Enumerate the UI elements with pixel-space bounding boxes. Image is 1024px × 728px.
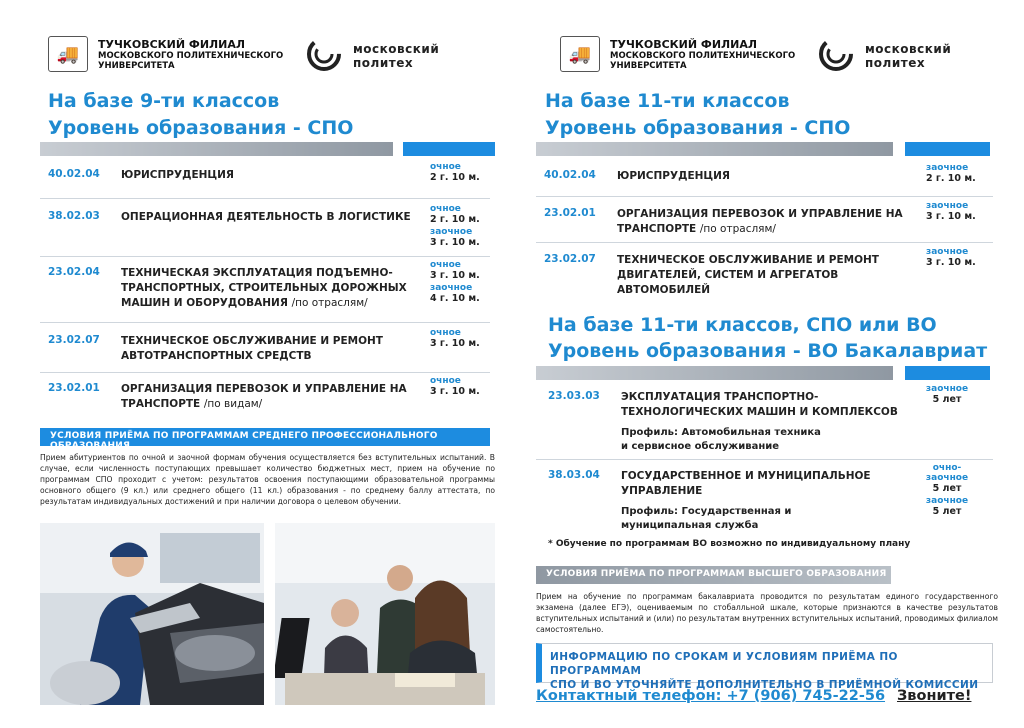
program-code: 23.02.07 [48,334,100,346]
study-duration: 3 г. 10 м. [430,270,480,281]
divider [40,372,490,373]
vo-conditions-text: Прием на обучение по программам бакалавриата проводится по результатам единого государственного экзамена (далее ЕГЭ), оцениваемым по стобалльной шкале, которые признаются в качестве результатов вступительных испытаний и (или) по результатам внутренних вступительных испытаний, проводимых филиалом самостоятельно. [536,592,998,634]
program-code: 40.02.04 [544,169,596,181]
program-name [617,253,922,298]
vo-conditions-title: УСЛОВИЯ ПРИЁМА ПО ПРОГРАММАМ ВЫСШЕГО ОБРАЗОВАНИЯ [536,566,891,584]
info-line1: ИНФОРМАЦИЮ ПО СРОКАМ И УСЛОВИЯМ ПРИЁМА ПО ПРОГРАММАМ [550,651,898,677]
program-name [621,469,901,533]
program-title: ЮРИСПРУДЕНЦИЯ [617,170,731,182]
study-form-type: очно-заочное [925,463,969,483]
politech-logo-icon [818,36,854,72]
info-line2: СПО И ВО УТОЧНЯЙТЕ ДОПОЛНИТЕЛЬНО В ПРИЁМНОЙ КОМИССИИ [550,679,979,691]
program-title: ТЕХНИЧЕСКОЕ ОБСЛУЖИВАНИЕ И РЕМОНТ ДВИГАТЕЛЕЙ, СИСТЕМ И АГРЕГАТОВ АВТОМОБИЛЕЙ [617,254,879,296]
study-forms [430,376,500,399]
study-form-type: заочное [430,283,473,293]
gray-bar [536,366,893,380]
study-duration: 3 г. 10 м. [430,338,480,349]
program-code: 23.02.01 [544,207,596,219]
program-title: ОРГАНИЗАЦИЯ ПЕРЕВОЗОК И УПРАВЛЕНИЕ НА ТРАНСПОРТЕ [121,383,407,410]
study-duration: 5 лет [932,506,962,517]
study-forms [926,163,996,186]
program-specialization: /по видам/ [203,398,263,410]
study-duration: 5 лет [932,483,962,494]
study-duration: 5 лет [932,394,962,405]
contact-phone-link[interactable]: Контактный телефон: +7 (906) 745-22-56 [536,688,886,704]
program-title: ОРГАНИЗАЦИЯ ПЕРЕВОЗОК И УПРАВЛЕНИЕ НА ТРАНСПОРТЕ [617,208,903,235]
program-code: 38.03.04 [548,469,600,481]
program-name [121,382,421,412]
politech-logo-icon [306,36,342,72]
branch-name [610,38,810,71]
program-code: 23.02.01 [48,382,100,394]
branch-line1: ТУЧКОВСКИЙ ФИЛИАЛ [98,38,246,51]
branch-line3: УНИВЕРСИТЕТА [610,61,687,71]
program-name [121,168,421,183]
divider [40,322,490,323]
gray-bar [40,142,393,156]
study-forms [912,384,982,407]
program-profile: Профиль: Государственная и муниципальная служба [621,506,792,531]
branch-line2: МОСКОВСКОГО ПОЛИТЕХНИЧЕСКОГО [610,51,796,61]
branch-emblem-icon: 🚚 [48,36,88,72]
study-duration: 2 г. 10 м. [430,214,480,225]
branch-name [98,38,298,71]
study-form-type: очное [430,162,461,172]
program-title: ТЕХНИЧЕСКОЕ ОБСЛУЖИВАНИЕ И РЕМОНТ АВТОТРАНСПОРТНЫХ СРЕДСТВ [121,335,383,362]
program-code: 40.02.04 [48,168,100,180]
info-text [542,644,992,692]
spo-conditions-text: Прием абитуриентов по очной и заочной формам обучения осуществляется без вступительных испытаний. В случае, если численность поступающих превышает количество бюджетных мест, прием на обучение по программам СПО проходит с учетом: результатов освоения поступающими образовательной программы основного общего (9 кл.) или среднего общего (11 кл.) образования - по среднему баллу аттестата, по результатам индивидуальных достижений и при наличии договора о целевом обучении. [40,453,495,506]
program-title: ЭКСПЛУАТАЦИЯ ТРАНСПОРТНО-ТЕХНОЛОГИЧЕСКИХ МАШИН И КОМПЛЕКСОВ [621,391,898,418]
study-forms [912,463,982,519]
left-title-1: На базе 9-ти классов [48,90,280,112]
study-forms [430,204,500,250]
program-code: 38.02.03 [48,210,100,222]
program-code: 23.02.04 [48,266,100,278]
divider [536,459,993,460]
study-forms [430,328,500,351]
divider [40,198,490,199]
right-title-1: На базе 11-ти классов [545,90,790,112]
call-label: Звоните! [897,688,972,704]
politech-line2: политех [865,56,926,70]
program-specialization: /по отраслям/ [291,297,368,309]
individual-plan-note: * Обучение по программам ВО возможно по индивидуальному плану [548,539,911,549]
program-name [121,210,421,225]
spo-conditions-title: УСЛОВИЯ ПРИЁМА ПО ПРОГРАММАМ СРЕДНЕГО ПРОФЕССИОНАЛЬНОГО ОБРАЗОВАНИЯ [40,428,490,446]
politech-line2: политех [353,56,414,70]
study-duration: 3 г. 10 м. [430,237,480,248]
study-form-type: заочное [925,384,969,394]
program-title: ОПЕРАЦИОННАЯ ДЕЯТЕЛЬНОСТЬ В ЛОГИСТИКЕ [121,211,411,223]
right-page [512,0,1024,728]
branch-line2: МОСКОВСКОГО ПОЛИТЕХНИЧЕСКОГО [98,51,284,61]
study-form-type: заочное [926,247,969,257]
study-forms [926,247,996,270]
study-form-type: очное [430,376,461,386]
program-profile: Профиль: Автомобильная техника и сервисное обслуживание [621,427,821,452]
students-photo [275,523,495,705]
program-name [617,169,922,184]
study-duration: 4 г. 10 м. [430,293,480,304]
study-forms [926,201,996,224]
right-title-4: Уровень образования - ВО Бакалавриат [548,340,988,362]
gray-bar [536,142,893,156]
blue-bar [905,142,990,156]
politech-name [353,42,439,70]
program-specialization: /по отраслям/ [699,223,776,235]
divider [536,196,993,197]
study-duration: 3 г. 10 м. [430,386,480,397]
study-forms [430,162,500,185]
study-form-type: заочное [925,496,969,506]
program-name [121,266,421,311]
study-duration: 3 г. 10 м. [926,211,976,222]
study-form-type: заочное [926,201,969,211]
program-name [121,334,421,364]
blue-bar [905,366,990,380]
right-title-2: Уровень образования - СПО [545,117,851,139]
politech-line1: московский [353,42,440,56]
program-title: ГОСУДАРСТВЕННОЕ И МУНИЦИПАЛЬНОЕ УПРАВЛЕНИЕ [621,470,871,497]
left-title-2: Уровень образования - СПО [48,117,354,139]
study-form-type: очное [430,204,461,214]
program-code: 23.03.03 [548,390,600,402]
header-right [560,36,980,76]
program-name [617,207,922,237]
branch-line1: ТУЧКОВСКИЙ ФИЛИАЛ [610,38,758,51]
program-title: ТЕХНИЧЕСКАЯ ЭКСПЛУАТАЦИЯ ПОДЪЕМНО-ТРАНСПОРТНЫХ, СТРОИТЕЛЬНЫХ ДОРОЖНЫХ МАШИН И ОБОРУДОВАНИЯ [121,267,407,309]
right-title-3: На базе 11-ти классов, СПО или ВО [548,314,937,336]
study-form-type: заочное [926,163,969,173]
study-form-type: заочное [430,227,473,237]
blue-bar [403,142,495,156]
study-duration: 2 г. 10 м. [926,173,976,184]
mechanic-photo [40,523,264,705]
politech-name [865,42,951,70]
program-code: 23.02.07 [544,253,596,265]
divider [40,256,490,257]
header-left [48,36,468,76]
study-duration: 3 г. 10 м. [926,257,976,268]
program-title: ЮРИСПРУДЕНЦИЯ [121,169,235,181]
study-form-type: очное [430,260,461,270]
program-name [621,390,901,454]
branch-line3: УНИВЕРСИТЕТА [98,61,175,71]
study-forms [430,260,500,306]
divider [536,242,993,243]
info-box [536,643,993,691]
study-form-type: очное [430,328,461,338]
branch-emblem-icon: 🚚 [560,36,600,72]
study-duration: 2 г. 10 м. [430,172,480,183]
politech-line1: московский [865,42,952,56]
